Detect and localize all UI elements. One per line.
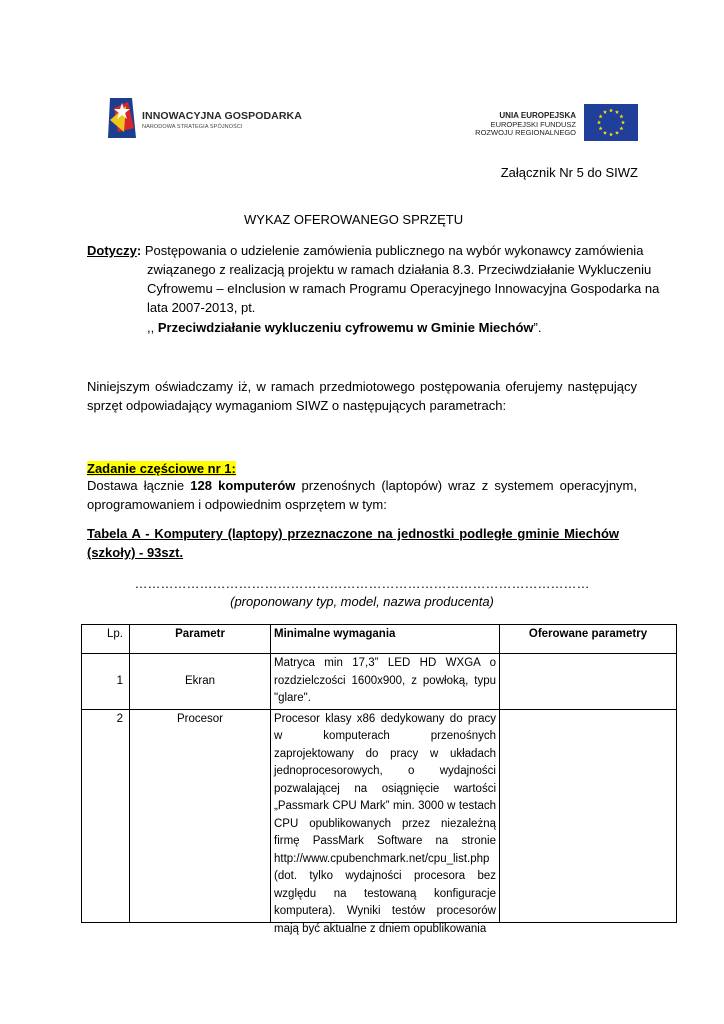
eu-star-icon <box>599 126 603 130</box>
declaration-paragraph: Niniejszym oświadczamy iż, w ramach przedmiotowego postępowania oferujemy następujący sprzęt odpowiadający wymaganiom SIWZ o następujących parametrach: <box>87 379 637 413</box>
subject-quote-open: ,, <box>147 320 158 335</box>
task-count: 128 komputerów <box>190 478 296 493</box>
eu-flag-icon <box>584 104 638 141</box>
subject-line-1 <box>87 241 643 260</box>
logo-left-subtitle: NARODOWA STRATEGIA SPÓJNOŚCI <box>142 124 243 130</box>
table-header-row <box>82 625 677 654</box>
row-param: Procesor <box>130 709 271 922</box>
subject-line-5 <box>147 318 541 337</box>
subject-quote-close: ”. <box>533 320 542 335</box>
row-offered-input[interactable] <box>500 654 677 710</box>
row-lp: 1 <box>82 654 130 710</box>
task-text-prefix: Dostawa łącznie <box>87 478 191 493</box>
row-offered-input[interactable] <box>500 709 677 922</box>
task-title-text: Zadanie częściowe nr 1: <box>87 461 236 476</box>
row-param: Ekran <box>130 654 271 710</box>
table-a-title: Tabela A - Komputery (laptopy) przeznaczone na jednostki podległe gminie Miechów (szkoły) - 93szt. <box>87 526 619 560</box>
eu-label-line3: ROZWOJU REGIONALNEGO <box>475 128 576 137</box>
proposed-caption: (proponowany typ, model, nazwa producenta) <box>230 594 494 609</box>
eu-star-icon <box>609 132 613 136</box>
eu-label-line2: EUROPEJSKI FUNDUSZ <box>490 119 576 129</box>
header-min-req: Minimalne wymagania <box>271 625 500 654</box>
eu-star-icon <box>615 131 619 135</box>
equipment-table <box>81 624 677 935</box>
ig-star-emblem-icon <box>104 98 140 138</box>
header-offered: Oferowane parametry <box>500 625 677 654</box>
proposed-dots-line: …………………………………………………………………………………………… <box>134 576 590 591</box>
row-requirement: Matryca min 17,3” LED HD WXGA o rozdzielczości 1600x900, z powłoką, typu "glare". <box>271 654 500 710</box>
table-row <box>82 709 677 922</box>
annex-label: Załącznik Nr 5 do SIWZ <box>500 165 638 180</box>
page-title: WYKAZ OFEROWANEGO SPRZĘTU <box>244 212 464 227</box>
row-requirement-text: Procesor klasy x86 dedykowany do pracy w komputerach przenośnych zaprojektowany do pracy w układach jednoprocesorowych, o wydajności pozwalającej na osiągnięcie wartości „Passmark CPU Mark” min. 3000 w testach CPU opublikowanych przez niezależną firmę PassMark Software na stronie http://www.cpubenchmark.net/cpu_list.php (dot. tylko wydajności procesora bez względu na testowaną konfiguracje komputera). Wyniki testów procesorów mają być aktualne z dniem opublikowania <box>274 712 496 935</box>
row-requirement <box>271 709 500 935</box>
logo-left-title: INNOWACYJNA GOSPODARKA <box>142 110 302 122</box>
eu-star-icon <box>599 114 603 118</box>
subject-line-2: związanego z realizacją projektu w ramach działania 8.3. Przeciwdziałanie Wykluczeniu <box>147 262 652 277</box>
eu-star-icon <box>619 114 623 118</box>
subject-label: Dotyczy <box>87 243 137 258</box>
header-param: Parametr <box>130 625 271 654</box>
task-description <box>87 476 637 514</box>
subject-colon: : <box>136 243 142 258</box>
table-row <box>82 654 677 710</box>
eu-star-icon <box>621 120 625 124</box>
subject-line-4: lata 2007-2013, pt. <box>147 300 256 315</box>
task-text-suffix: przenośnych (laptopów) wraz z systemem operacyjnym, oprogramowaniem i odpowiednim osprzętem w tym: <box>87 478 637 512</box>
eu-stars-icon <box>584 104 638 141</box>
subject-text-1: Postępowania o udzielenie zamówienia publicznego na wybór wykonawcy zamówienia <box>141 243 644 258</box>
eu-star-icon <box>597 120 601 124</box>
eu-star-icon <box>603 110 607 114</box>
eu-star-icon <box>609 108 613 112</box>
eu-star-icon <box>603 131 607 135</box>
eu-star-icon <box>619 126 623 130</box>
eu-label-line1: UNIA EUROPEJSKA <box>499 111 576 120</box>
subject-line-3: Cyfrowemu – eInclusion w ramach Programu Operacyjnego Innowacyjna Gospodarka na <box>147 281 660 296</box>
innowacyjna-gospodarka-logo <box>104 98 304 138</box>
eu-star-icon <box>615 110 619 114</box>
project-title: Przeciwdziałanie wykluczeniu cyfrowemu w Gminie Miechów <box>157 320 534 335</box>
row-lp: 2 <box>82 709 130 922</box>
eu-fund-label <box>475 112 576 138</box>
header-lp: Lp. <box>82 625 130 654</box>
